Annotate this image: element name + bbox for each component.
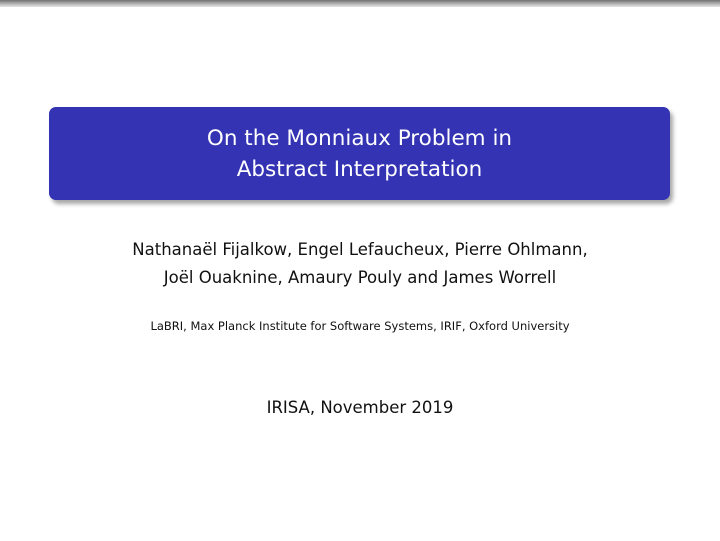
title-block: [49, 107, 670, 200]
event-date: IRISA, November 2019: [266, 398, 454, 417]
author-line-2: Joël Ouaknine, Amaury Pouly and James Worrell: [163, 268, 557, 287]
author-line-1: Nathanaël Fijalkow, Engel Lefaucheux, Pierre Ohlmann,: [132, 240, 588, 259]
affiliation: LaBRI, Max Planck Institute for Software Systems, IRIF, Oxford University: [150, 319, 570, 333]
top-header-bar: [0, 0, 720, 7]
title-line-1: On the Monniaux Problem in: [206, 125, 513, 151]
title-line-2: Abstract Interpretation: [236, 156, 483, 182]
authors: [0, 236, 720, 292]
